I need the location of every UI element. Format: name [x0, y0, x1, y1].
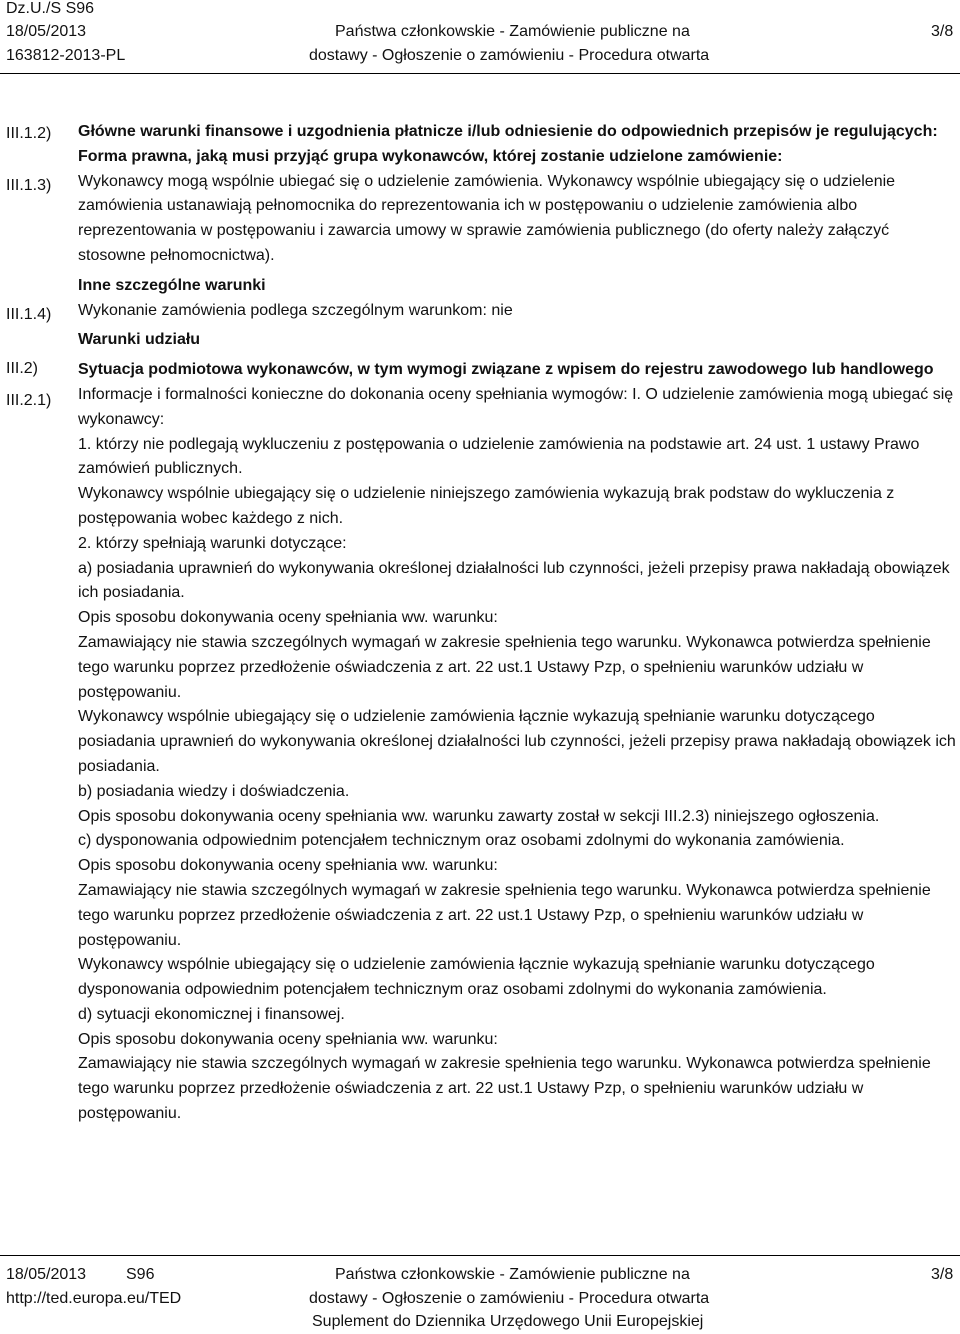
paragraph: Zamawiający nie stawia szczególnych wymagań w zakresie spełnienia tego warunku. Wykonawca potwierdza spełnienie tego warunku poprzez przedłożenie oświadczenia z art. 22 ust.1 Ustawy Pzp, o spełnieniu warunków udziału w postępowaniu.	[78, 633, 931, 701]
header-title-line2: dostawy - Ogłoszenie o zamówieniu - Procedura otwarta	[309, 47, 710, 64]
section-number: III.1.3)	[6, 177, 52, 194]
footer-date: 18/05/2013	[6, 1266, 87, 1283]
footer-title-line3: Suplement do Dziennika Urzędowego Unii Europejskiej	[312, 1313, 704, 1330]
paragraph: d) sytuacji ekonomicznej i finansowej.	[78, 1005, 345, 1023]
paragraph: Zamawiający nie stawia szczególnych wymagań w zakresie spełnienia tego warunku. Wykonawca potwierdza spełnienie tego warunku poprzez przedłożenie oświadczenia z art. 22 ust.1 Ustawy Pzp, o spełnieniu warunków udziału w postępowaniu.	[78, 1055, 931, 1123]
header-page-number: 3/8	[931, 23, 954, 40]
section-number: III.1.4)	[6, 306, 52, 323]
notice-ref: 163812-2013-PL	[6, 47, 126, 64]
section-number: III.1.2)	[6, 125, 52, 142]
document-body	[78, 120, 956, 1127]
paragraph: Wykonawcy wspólnie ubiegający się o udzielenie zamówienia łącznie wykazują spełnianie warunku dotyczącego posiadania uprawnień do wykonywania określonej działalności lub czynności, jeżeli przepisy prawa nakładają obowiązek ich posiadania.	[78, 708, 956, 775]
paragraph: Wykonanie zamówienia podlega szczególnym warunkom: nie	[78, 301, 513, 319]
section-title: Inne szczególne warunki	[78, 276, 266, 294]
footer-url: http://ted.europa.eu/TED	[6, 1290, 182, 1307]
header-title-line1: Państwa członkowskie - Zamówienie publiczne na	[335, 23, 690, 40]
paragraph: a) posiadania uprawnień do wykonywania określonej działalności lub czynności, jeżeli przepisy prawa nakładają obowiązek ich posiadania.	[78, 559, 950, 602]
section-title: Warunki udziału	[78, 331, 201, 349]
header-divider	[0, 73, 960, 74]
footer-title-line1: Państwa członkowskie - Zamówienie publiczne na	[335, 1266, 690, 1283]
paragraph: 1. którzy nie podlegają wykluczeniu z postępowania o udzielenie zamówienia na podstawie art. 24 ust. 1 ustawy Prawo zamówień publicznych.	[78, 435, 920, 478]
paragraph: Opis sposobu dokonywania oceny spełniania ww. warunku:	[78, 609, 498, 627]
paragraph: c) dysponowania odpowiednim potencjałem technicznym oraz osobami zdolnymi do wykonania zamówienia.	[78, 832, 845, 850]
page-header	[0, 0, 960, 70]
paragraph: Opis sposobu dokonywania oceny spełniania ww. warunku:	[78, 857, 498, 875]
footer-title-line2: dostawy - Ogłoszenie o zamówieniu - Procedura otwarta	[309, 1290, 710, 1307]
footer-page-number: 3/8	[931, 1266, 954, 1283]
paragraph: Wykonawcy wspólnie ubiegający się o udzielenie zamówienia łącznie wykazują spełnianie warunku dotyczącego dysponowania odpowiednim potencjałem technicznym oraz osobami zdolnymi do wykonania zamówienia.	[78, 956, 875, 999]
journal-ref: Dz.U./S S96	[6, 0, 95, 17]
paragraph: 2. którzy spełniają warunki dotyczące:	[78, 534, 347, 552]
section-title: Forma prawna, jaką musi przyjąć grupa wykonawców, której zostanie udzielone zamówienie:	[78, 147, 783, 165]
paragraph: Zamawiający nie stawia szczególnych wymagań w zakresie spełnienia tego warunku. Wykonawca potwierdza spełnienie tego warunku poprzez przedłożenie oświadczenia z art. 22 ust.1 Ustawy Pzp, o spełnieniu warunków udziału w postępowaniu.	[78, 881, 931, 949]
footer-journal: S96	[126, 1266, 155, 1283]
paragraph: Opis sposobu dokonywania oceny spełniania ww. warunku zawarty został w sekcji III.2.3) niniejszego ogłoszenia.	[78, 807, 880, 825]
section-title: Główne warunki finansowe i uzgodnienia płatnicze i/lub odniesienie do odpowiednich przepisów je regulujących:	[78, 123, 938, 140]
paragraph: Informacje i formalności konieczne do dokonania oceny spełniania wymogów: I. O udzielenie zamówienia mogą ubiegać się wykonawcy:	[78, 385, 954, 428]
header-date: 18/05/2013	[6, 23, 87, 40]
footer-divider	[0, 1255, 960, 1256]
paragraph: b) posiadania wiedzy i doświadczenia.	[78, 782, 350, 800]
paragraph: Wykonawcy wspólnie ubiegający się o udzielenie niniejszego zamówienia wykazują brak podstaw do wykluczenia z postępowania wobec każdego z nich.	[78, 485, 895, 527]
section-number: III.2)	[6, 360, 39, 377]
section-number: III.2.1)	[6, 392, 52, 409]
paragraph: Wykonawcy mogą wspólnie ubiegać się o udzielenie zamówienia. Wykonawcy wspólnie ubiegający się o udzielenie zamówienia ustanawiają pełnomocnika do reprezentowania ich w postępowaniu o udzielenie zamówienia albo reprezentowania w postępowaniu i zawarcia umowy w sprawie zamówienia publicznego (do oferty należy załączyć stosowne pełnomocnictwa).	[78, 172, 896, 264]
section-title: Sytuacja podmiotowa wykonawców, w tym wymogi związane z wpisem do rejestru zawodowego lub handlowego	[78, 361, 934, 379]
paragraph: Opis sposobu dokonywania oceny spełniania ww. warunku:	[78, 1030, 498, 1048]
